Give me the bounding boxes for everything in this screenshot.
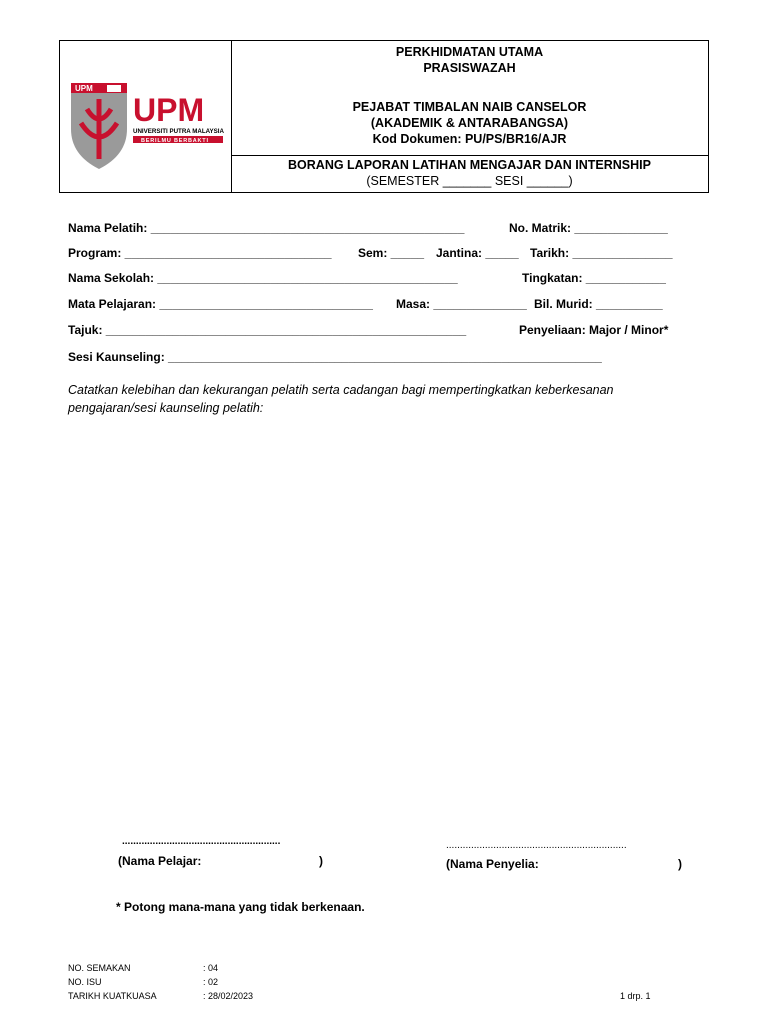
footer-semakan-value: : 04	[203, 963, 219, 973]
instructions-text: Catatkan kelebihan dan kekurangan pelatih serta cadangan bagi mempertingkatkan keberkesanan pengajaran/sesi kaunseling pelatih:	[68, 383, 614, 415]
field-jantina[interactable]: Jantina: _____	[436, 246, 519, 260]
semester-line: (SEMESTER _______ SESI ______)	[366, 174, 573, 188]
form-title-cell	[231, 155, 708, 192]
header-titles	[231, 41, 708, 156]
field-nama-sekolah[interactable]: Nama Sekolah: _____________________________________________	[68, 271, 458, 285]
logo-cell	[60, 41, 232, 192]
field-penyeliaan[interactable]: Penyeliaan: Major / Minor*	[519, 323, 669, 337]
supervisor-signature-line[interactable]: .................................................................	[446, 840, 627, 851]
supervisor-name-close: )	[678, 857, 682, 871]
logo-main-text: UPM	[133, 92, 205, 128]
field-tingkatan[interactable]: Tingkatan: ____________	[522, 271, 666, 285]
form-title: BORANG LAPORAN LATIHAN MENGAJAR DAN INTERNSHIP	[288, 158, 651, 172]
field-tajuk[interactable]: Tajuk: ______________________________________________________	[68, 323, 467, 337]
header-line-4: (AKADEMIK & ANTARABANGSA)	[370, 116, 569, 130]
field-bil-murid[interactable]: Bil. Murid: __________	[534, 297, 663, 311]
student-name-label: (Nama Pelajar:	[118, 854, 202, 868]
document-code: Kod Dokumen: PU/PS/BR16/AJR	[372, 132, 567, 146]
footer-isu-label: NO. ISU	[68, 977, 102, 987]
university-name: UNIVERSITI PUTRA MALAYSIA	[133, 128, 224, 135]
field-mata-pelajaran[interactable]: Mata Pelajaran: ________________________________	[68, 297, 373, 311]
field-tarikh[interactable]: Tarikh: _______________	[530, 246, 673, 260]
footer-kuatkuasa-label: TARIKH KUATKUASA	[68, 991, 157, 1001]
student-signature-line[interactable]: .........................................................	[122, 836, 281, 847]
document-header	[59, 40, 709, 193]
field-program[interactable]: Program: _______________________________	[68, 246, 332, 260]
motto: BERILMU BERBAKTI	[141, 138, 209, 144]
header-line-3: PEJABAT TIMBALAN NAIB CANSELOR	[352, 100, 587, 114]
header-line-1: PERKHIDMATAN UTAMA	[395, 45, 544, 59]
field-sesi-kaunseling[interactable]: Sesi Kaunseling: _________________________________________________________________	[68, 350, 602, 364]
page-number: 1 drp. 1	[620, 991, 651, 1001]
footer-kuatkuasa-value: : 28/02/2023	[203, 991, 254, 1001]
footnote: * Potong mana-mana yang tidak berkenaan.	[116, 900, 365, 914]
field-nama-pelatih[interactable]: Nama Pelatih: _______________________________________________	[68, 221, 465, 235]
upm-logo	[67, 79, 227, 179]
field-no-matrik[interactable]: No. Matrik: ______________	[509, 221, 668, 235]
supervisor-name-label: (Nama Penyelia:	[446, 857, 539, 871]
comment-area[interactable]	[68, 420, 688, 820]
field-masa[interactable]: Masa: ______________	[396, 297, 527, 311]
logo-small-text: UPM	[75, 84, 93, 93]
field-sem[interactable]: Sem: _____	[358, 246, 425, 260]
footer-isu-value: : 02	[203, 977, 219, 987]
student-name-close: )	[319, 854, 323, 868]
header-line-2: PRASISWAZAH	[423, 61, 516, 75]
footer-semakan-label: NO. SEMAKAN	[68, 963, 131, 973]
